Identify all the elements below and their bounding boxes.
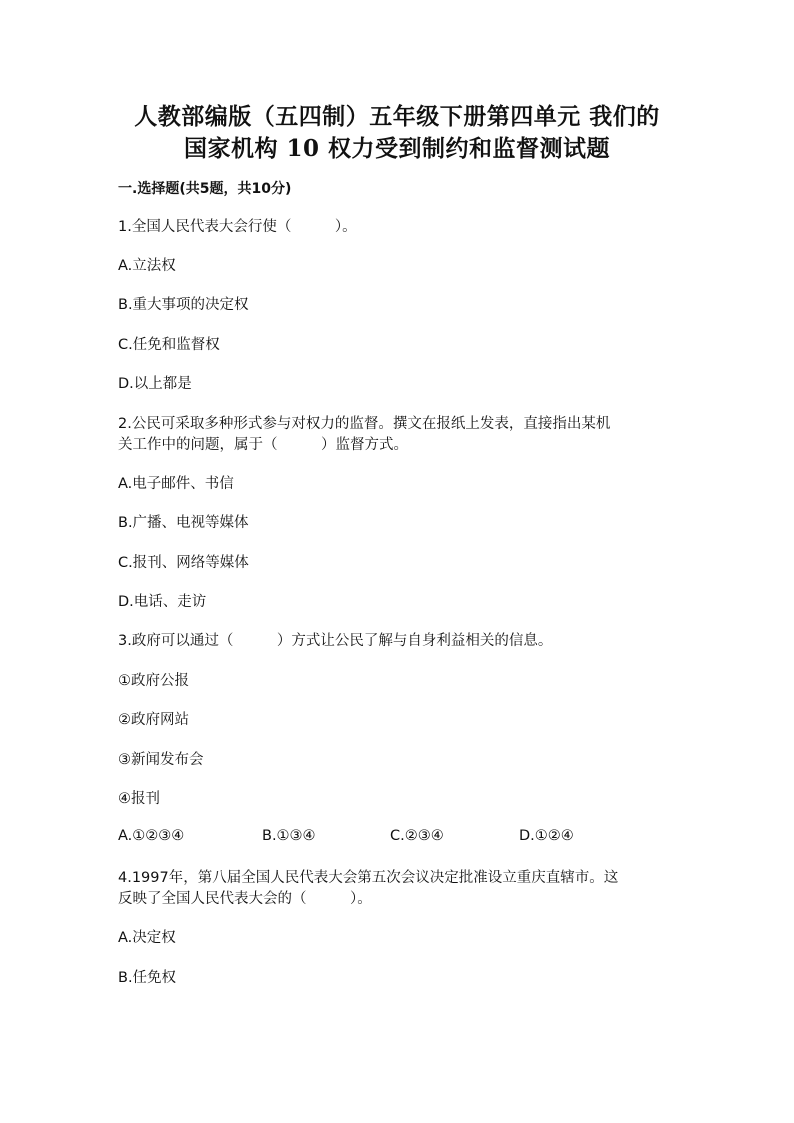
question-3-item-3: ③新闻发布会 [118, 752, 204, 768]
question-3-item-2: ②政府网站 [118, 712, 189, 728]
question-2-stem-line1: 2.公民可采取多种形式参与对权力的监督。撰文在报纸上发表，直接指出某机 [118, 416, 611, 432]
question-4-stem-line1: 4.1997年，第八届全国人民代表大会第五次会议决定批准设立重庆直辖市。这 [118, 870, 619, 886]
question-2-stem-line2: 关工作中的问题，属于（ ）监督方式。 [118, 437, 408, 453]
question-2-option-a: A.电子邮件、书信 [118, 476, 234, 492]
question-3-item-1: ①政府公报 [118, 673, 189, 689]
question-1-option-b: B.重大事项的决定权 [118, 297, 249, 313]
page-title-line2: 国家机构 10 权力受到制约和监督测试题 [183, 135, 611, 162]
question-1-option-d: D.以上都是 [118, 376, 192, 392]
question-3-item-4: ④报刊 [118, 791, 160, 807]
question-2-option-c: C.报刊、网络等媒体 [118, 555, 249, 571]
question-3-option-a: A.①②③④ [118, 828, 185, 844]
question-2-option-d: D.电话、走访 [118, 594, 207, 610]
page-title-line1: 人教部编版（五四制）五年级下册第四单元 我们的 [134, 103, 660, 130]
question-4-option-a: A.决定权 [118, 930, 176, 946]
section-heading: 一.选择题(共5题，共10分) [118, 181, 292, 197]
question-4-option-b: B.任免权 [118, 970, 177, 986]
question-1-stem: 1.全国人民代表大会行使（ ）。 [118, 219, 357, 235]
question-1-option-c: C.任免和监督权 [118, 337, 220, 353]
question-3-stem: 3.政府可以通过（ ）方式让公民了解与自身利益相关的信息。 [118, 633, 553, 649]
question-2-option-b: B.广播、电视等媒体 [118, 515, 249, 531]
question-3-option-d: D.①②④ [519, 828, 574, 844]
question-1-option-a: A.立法权 [118, 258, 176, 274]
question-3-option-c: C.②③④ [390, 828, 444, 844]
question-4-stem-line2: 反映了全国人民代表大会的（ ）。 [118, 891, 372, 907]
question-3-option-b: B.①③④ [262, 828, 316, 844]
